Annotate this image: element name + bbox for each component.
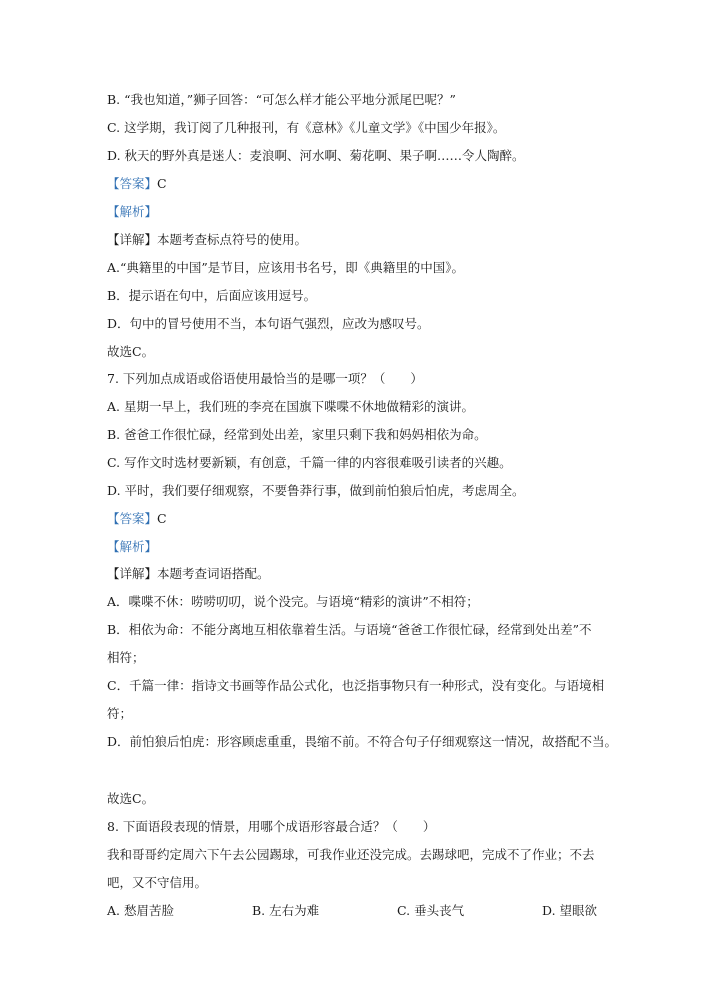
q7-explain-b-1: B．相依为命：不能分离地互相依靠着生活。与语境“爸爸工作很忙碌，经常到处出差”不: [107, 622, 592, 637]
answer-value: C: [157, 176, 167, 191]
detail-intro: 本题考查词语搭配。: [157, 566, 270, 581]
q6-detail: [107, 232, 627, 248]
q7-explain-d: D．前怕狼后怕虎：形容顾虑重重，畏缩不前。不符合句子仔细观察这一情况，故搭配不当。: [107, 734, 618, 749]
q6-analysis-tag: [107, 204, 627, 220]
q6-option-c: C. 这学期，我订阅了几种报刊，有《意林》《儿童文学》《中国少年报》。: [107, 120, 506, 135]
q7-explain-c-2: 符；: [107, 706, 133, 721]
detail-tag: 【详解】: [107, 566, 158, 581]
q8-option-d: D. 望眼欲: [542, 903, 598, 918]
q7-detail: [107, 566, 627, 582]
q8-passage-1: 我和哥哥约定周六下午去公园踢球，可我作业还没完成。去踢球吧，完成不了作业；不去: [107, 847, 595, 862]
analysis-tag: 【解析】: [107, 539, 158, 554]
detail-tag: 【详解】: [107, 232, 158, 247]
q7-option-c: C. 写作文时选材要新颖，有创意，千篇一律的内容很难吸引读者的兴趣。: [107, 455, 512, 470]
q6-explain-a: A.“典籍里的中国”是节目，应该用书名号，即《典籍里的中国》。: [107, 260, 465, 275]
q7-conclusion: 故选C。: [107, 791, 155, 806]
q7-explain-b-2: 相符；: [107, 650, 145, 665]
q7-answer: [107, 511, 627, 527]
q6-option-b: B. “我也知道，”狮子回答：“可怎么样才能公平地分派尾巴呢？”: [107, 92, 456, 107]
detail-intro: 本题考查标点符号的使用。: [157, 232, 308, 247]
q6-answer: [107, 176, 627, 192]
q6-explain-b: B．提示语在句中，后面应该用逗号。: [107, 288, 317, 303]
q6-option-d: D. 秋天的野外真是迷人：麦浪啊、河水啊、菊花啊、果子啊……令人陶醉。: [107, 148, 525, 163]
q7-stem: 7. 下列加点成语或俗语使用最恰当的是哪一项？（ ）: [107, 371, 423, 386]
q8-stem: 8. 下面语段表现的情景，用哪个成语形容最合适？（ ）: [107, 819, 436, 834]
q8-option-a: A. 愁眉苦脸: [107, 903, 174, 918]
q8-option-c: C. 垂头丧气: [397, 903, 465, 918]
analysis-tag: 【解析】: [107, 204, 158, 219]
q8-passage-2: 吧，又不守信用。: [107, 875, 208, 890]
answer-tag: 【答案】: [107, 511, 158, 526]
q7-option-b: B. 爸爸工作很忙碌，经常到处出差，家里只剩下我和妈妈相依为命。: [107, 427, 487, 442]
q7-explain-c-1: C．千篇一律：指诗文书画等作品公式化，也泛指事物只有一种形式，没有变化。与语境相: [107, 678, 605, 693]
q7-option-a: A. 星期一早上，我们班的李亮在国旗下喋喋不休地做精彩的演讲。: [107, 399, 474, 414]
q6-explain-d: D．句中的冒号使用不当，本句语气强烈，应改为感叹号。: [107, 316, 430, 331]
q7-option-d: D. 平时，我们要仔细观察，不要鲁莽行事，做到前怕狼后怕虎，考虑周全。: [107, 483, 525, 498]
q8-option-b: B. 左右为难: [252, 903, 320, 918]
answer-tag: 【答案】: [107, 176, 158, 191]
q6-conclusion: 故选C。: [107, 344, 155, 359]
q7-explain-a: A．喋喋不休：唠唠叨叨，说个没完。与语境“精彩的演讲”不相符；: [107, 594, 479, 609]
answer-value: C: [157, 511, 167, 526]
q7-analysis-tag: [107, 539, 627, 555]
